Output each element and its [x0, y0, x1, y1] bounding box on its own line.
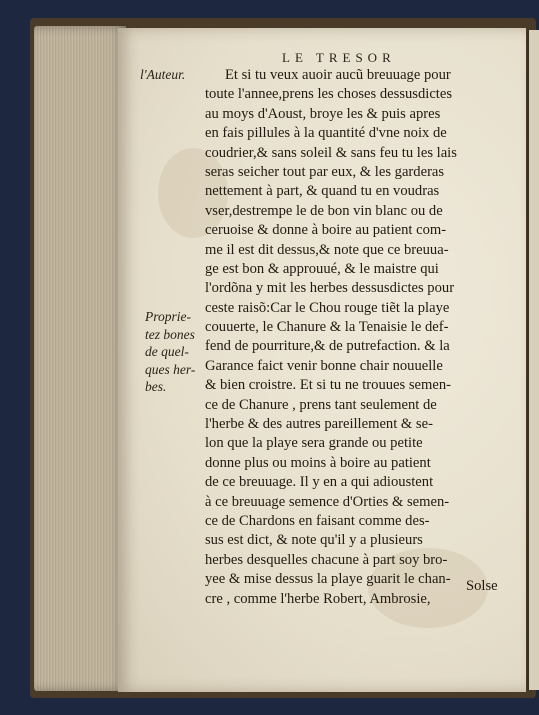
- text-line: sus est dict, & note qu'il y a plusieurs: [205, 532, 423, 549]
- page-block-edge: [34, 26, 126, 691]
- text-line: ceruoise & donne à boire au patient com-: [205, 222, 447, 239]
- text-line: fend de pourriture,& de putrefaction. & la: [205, 338, 450, 355]
- text-line: yee & mise dessus la playe guarit le chan-: [205, 571, 451, 588]
- text-line: toute l'annee,prens les choses dessusdictes: [205, 86, 453, 103]
- text-line: à ce breuuage semence d'Orties & semen-: [205, 493, 450, 510]
- text-line: en fais pillules à la quantité d'vne noix de: [205, 125, 447, 142]
- text-line: me il est dit dessus,& note que ce breuua-: [205, 241, 449, 258]
- text-line: couuerte, le Chanure & la Tenaisie le def-: [205, 319, 449, 336]
- text-line: de ce breuuage. Il y en a qui adioustent: [205, 474, 434, 491]
- text-line: ce de Chanure , prens tant seulement de: [205, 396, 437, 413]
- margin-note-line: Proprie-: [145, 309, 191, 324]
- text-line: nettement à part, & quand tu en voudras: [205, 183, 440, 200]
- text-line: au moys d'Aoust, broye les & puis apres: [205, 105, 441, 122]
- margin-note-line: de quel-: [145, 344, 189, 359]
- text-line: seras seicher tout par eux, & les garderas: [205, 163, 445, 180]
- text-line: l'ordõna y mit les herbes dessusdictes pour: [205, 280, 455, 297]
- text-line: vser,destrempe le de bon vin blanc ou de: [205, 202, 443, 219]
- margin-note-auteur: l'Auteur.: [140, 67, 186, 82]
- text-line: Et si tu veux auoir aucũ breuuage pour: [225, 67, 451, 83]
- text-line: cre , comme l'herbe Robert, Ambrosie,: [205, 590, 431, 607]
- facing-page-edge: [527, 30, 539, 690]
- text-line: lon que la playe sera grande ou petite: [205, 435, 423, 452]
- text-line: & bien croistre. Et si tu ne trouues semen-: [205, 377, 452, 394]
- margin-note-line: tez bones: [145, 326, 195, 342]
- text-line: Garance faict venir bonne chair nouuelle: [205, 357, 443, 374]
- text-line: l'herbe & des autres pareillement & se-: [205, 416, 433, 433]
- margin-note-line: bes.: [145, 379, 167, 394]
- margin-note-proprietez: [145, 308, 195, 396]
- running-head: LE TRESOR: [282, 50, 396, 65]
- margin-note-line: ques her-: [145, 361, 196, 377]
- text-line: ceste raisõ:Car le Chou rouge tiẽt la playe: [205, 299, 450, 316]
- text-line: ce de Chardons en faisant comme des-: [205, 512, 430, 529]
- text-line: coudrier,& sans soleil & sans feu tu les lais: [205, 144, 457, 161]
- catchword: Solse: [466, 578, 498, 594]
- text-line: donne plus ou moins à boire au patient: [205, 454, 431, 471]
- body-text: [205, 66, 511, 609]
- text-line: herbes desquelles chacune à part soy bro-: [205, 551, 448, 568]
- text-line: ge est bon & approuué, & le maistre qui: [205, 260, 439, 277]
